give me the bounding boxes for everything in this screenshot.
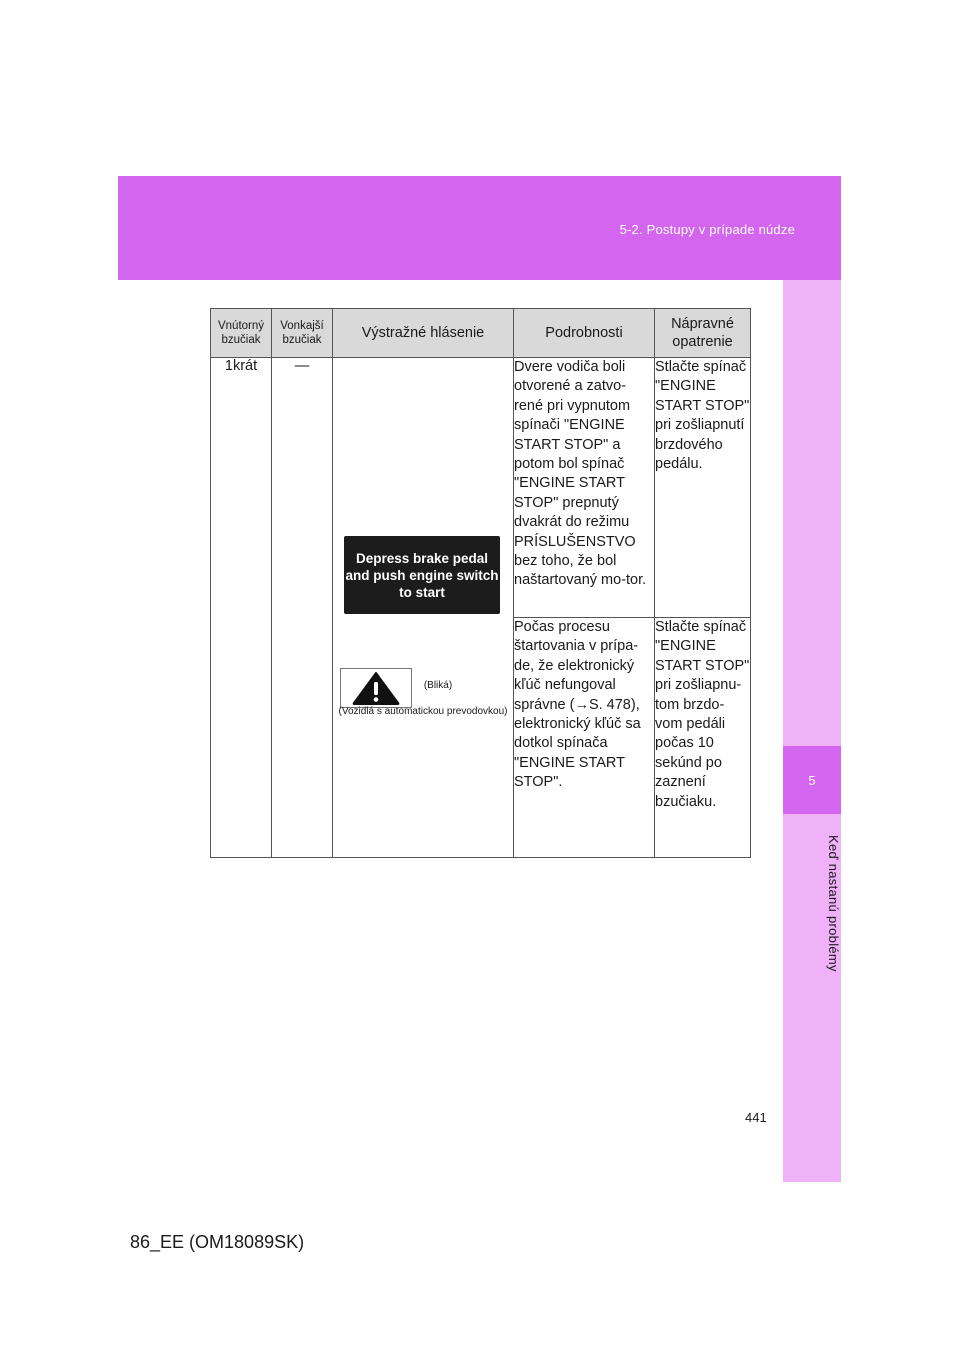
details-cell-1: Dvere vodiča boli otvorené a zatvo-rené pri vypnutom spínači "ENGINE START STOP" a potom bol spínač "ENGINE START STOP" prepnutý dvakrát do režimu PRÍSLUŠENSTVO bez toho, že bol naštartovaný mo-tor. (514, 358, 655, 618)
action-cell-1: Stlačte spínač "ENGINE START STOP" pri zošliapnutí brzdového pedálu. (655, 358, 751, 618)
warning-light-box (340, 668, 412, 708)
blink-note: (Bliká) (423, 680, 453, 691)
internal-buzzer-cell: 1krát (211, 358, 272, 858)
col-header-details: Podrobnosti (514, 309, 655, 358)
chapter-number: 5 (783, 746, 841, 814)
table-header-row (211, 309, 751, 358)
document-code: 86_EE (OM18089SK) (130, 1232, 305, 1252)
col-header-warning-message: Výstražné hlásenie (333, 309, 514, 358)
side-tab (783, 280, 841, 1182)
table-row (211, 358, 751, 618)
details-cell-2: Počas procesu štartovania v prípa-de, že elektronický kľúč nefungoval správne (→S. 478), elektronický kľúč sa dotkol spínača "ENGINE START STOP". (514, 618, 655, 858)
external-buzzer-cell: — (272, 358, 333, 858)
page-number: 441 (745, 1110, 767, 1125)
action-cell-2: Stlačte spínač "ENGINE START STOP" pri zošliapnu-tom brzdo-vom pedáli počas 10 sekúnd po zaznení bzučiaku. (655, 618, 751, 858)
warning-message-cell (333, 358, 514, 858)
vehicle-note: (Vozidlá s automatickou prevodovkou) (338, 706, 508, 717)
warning-table (210, 308, 751, 858)
col-header-corrective-action: Nápravné opatrenie (655, 309, 751, 358)
chapter-header-band (118, 176, 841, 280)
col-header-internal-buzzer: Vnútorný bzučiak (211, 309, 272, 358)
display-message-image: Depress brake pedal and push engine switch to start (344, 536, 500, 614)
section-title: 5-2. Postupy v prípade núdze (619, 222, 795, 237)
chapter-title: Keď nastanú problémy (826, 834, 841, 972)
warning-triangle-icon (351, 671, 401, 705)
col-header-external-buzzer: Vonkajší bzučiak (272, 309, 333, 358)
